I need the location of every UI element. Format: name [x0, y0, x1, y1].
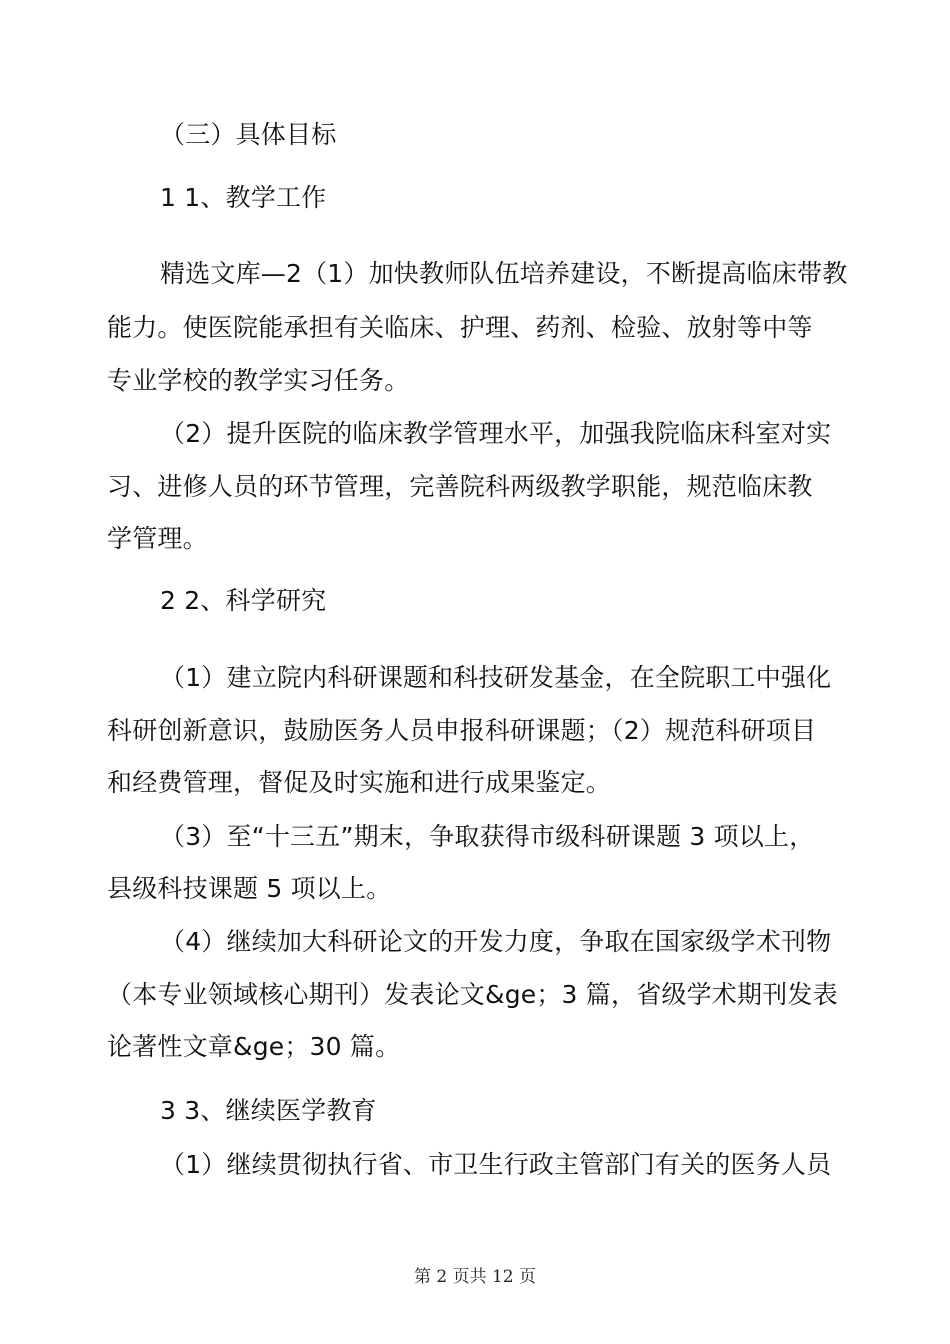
page-indicator: 第 2 页共 12 页: [413, 1267, 537, 1287]
paragraph-line: 精选文库—2（1）加快教师队伍培养建设，不断提高临床带教: [160, 259, 848, 288]
section-heading: （三）具体目标: [160, 120, 337, 149]
paragraph-line: （1）继续贯彻执行省、市卫生行政主管部门有关的医务人员: [160, 1150, 832, 1179]
heading-research: 2 2、科学研究: [160, 586, 327, 615]
paragraph-line: 科研创新意识，鼓励医务人员申报科研课题；（2）规范科研项目: [107, 716, 817, 745]
paragraph-line: 论著性文章&ge；30 篇。: [107, 1032, 401, 1061]
paragraph-line: 习、进修人员的环节管理，完善院科两级教学职能，规范临床教: [107, 472, 813, 501]
paragraph-line: 能力。使医院能承担有关临床、护理、药剂、检验、放射等中等: [107, 313, 813, 342]
paragraph-line: （3）至“十三五”期末，争取获得市级科研课题 3 项以上，: [160, 822, 815, 851]
paragraph-line: （4）继续加大科研论文的开发力度，争取在国家级学术刊物: [160, 927, 832, 956]
heading-teaching: 1 1、教学工作: [160, 183, 327, 212]
paragraph-line: 县级科技课题 5 项以上。: [107, 874, 392, 903]
paragraph-line: （1）建立院内科研课题和科技研发基金，在全院职工中强化: [160, 663, 832, 692]
paragraph-line: （本专业领域核心期刊）发表论文&ge；3 篇，省级学术期刊发表: [107, 980, 838, 1009]
paragraph-line: 专业学校的教学实习任务。: [107, 366, 410, 395]
paragraph-line: 学管理。: [107, 524, 208, 553]
paragraph-line: 和经费管理，督促及时实施和进行成果鉴定。: [107, 768, 612, 797]
heading-education: 3 3、继续医学教育: [160, 1096, 377, 1125]
paragraph-line: （2）提升医院的临床教学管理水平，加强我院临床科室对实: [160, 419, 832, 448]
